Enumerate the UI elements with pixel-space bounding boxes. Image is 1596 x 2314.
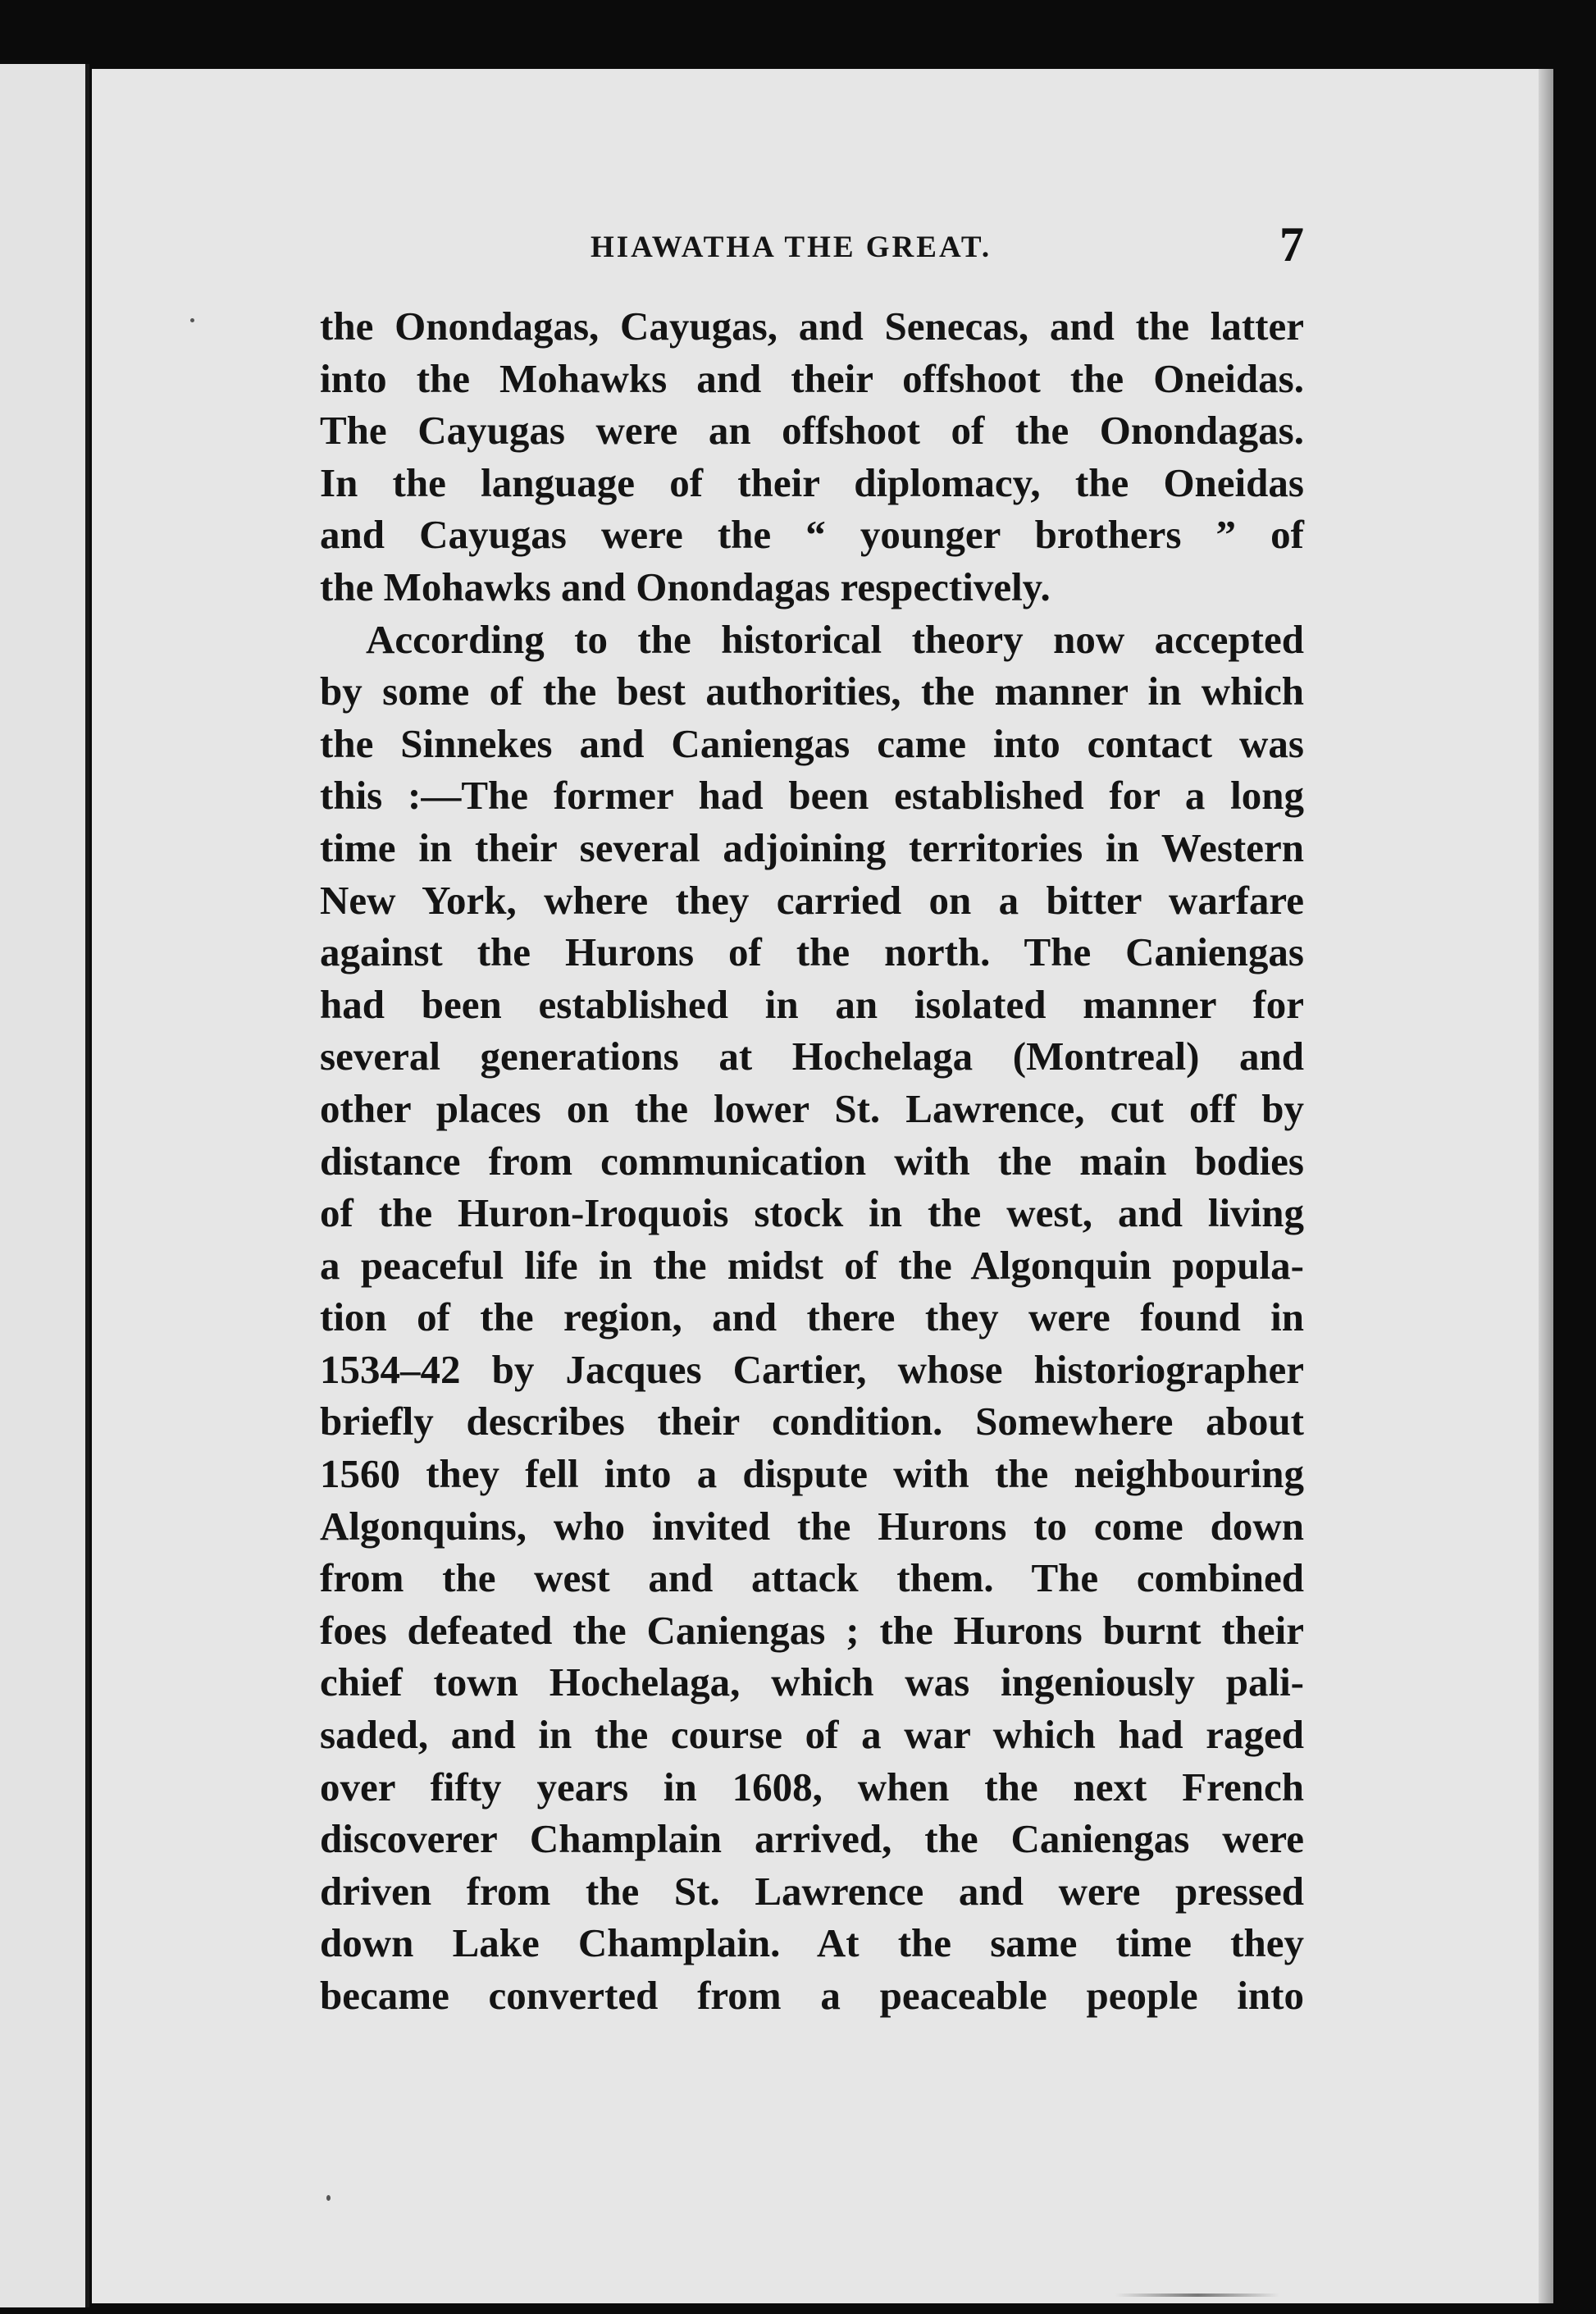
text-line: saded, and in the course of a war which had raged bbox=[320, 1712, 1304, 1758]
text-line: New York, where they carried on a bitter warfare bbox=[320, 877, 1304, 923]
text-line: The Cayugas were an offshoot of the Onondagas. bbox=[320, 408, 1304, 454]
text-line: several generations at Hochelaga (Montreal) and bbox=[320, 1034, 1304, 1079]
text-line: a peaceful life in the midst of the Algonquin popula- bbox=[320, 1242, 1304, 1288]
text-line: Algonquins, who invited the Hurons to come down bbox=[320, 1503, 1304, 1549]
text-line: According to the historical theory now accepted bbox=[366, 616, 1304, 662]
text-line: down Lake Champlain. At the same time they bbox=[320, 1920, 1304, 1966]
text-line: the Mohawks and Onondagas respectively. bbox=[320, 564, 1051, 609]
text-line: other places on the lower St. Lawrence, cut off by bbox=[320, 1085, 1304, 1131]
body-text bbox=[320, 300, 1304, 2022]
text-line: tion of the region, and there they were found in bbox=[320, 1294, 1304, 1340]
paper-speck bbox=[190, 318, 194, 322]
text-line: against the Hurons of the north. The Caniengas bbox=[320, 929, 1304, 975]
text-line: discoverer Champlain arrived, the Caniengas were bbox=[320, 1816, 1304, 1862]
facing-page-edge bbox=[0, 64, 89, 2307]
text-line: of the Huron-Iroquois stock in the west, and living bbox=[320, 1190, 1304, 1236]
text-line: driven from the St. Lawrence and were pressed bbox=[320, 1868, 1304, 1914]
text-line: time in their several adjoining territories in Western bbox=[320, 824, 1304, 870]
text-line: into the Mohawks and their offshoot the Oneidas. bbox=[320, 355, 1304, 401]
page-edge-shadow bbox=[1539, 69, 1553, 2303]
running-head: HIAWATHA THE GREAT. bbox=[591, 230, 992, 264]
text-line: had been established in an isolated manner for bbox=[320, 981, 1304, 1027]
text-line: by some of the best authorities, the manner in which bbox=[320, 669, 1304, 714]
text-line: chief town Hochelaga, which was ingeniously pali- bbox=[320, 1659, 1304, 1705]
page-number: 7 bbox=[1279, 217, 1304, 272]
text-line: distance from communication with the main bodies bbox=[320, 1138, 1304, 1184]
text-line: 1560 they fell into a dispute with the neighbouring bbox=[320, 1451, 1304, 1497]
text-line: foes defeated the Caniengas ; the Hurons burnt their bbox=[320, 1607, 1304, 1653]
scan-smudge bbox=[1115, 2293, 1279, 2297]
text-line: over fifty years in 1608, when the next French bbox=[320, 1764, 1304, 1810]
text-line: from the west and attack them. The combined bbox=[320, 1555, 1304, 1601]
text-line: the Sinnekes and Caniengas came into contact was bbox=[320, 720, 1304, 766]
text-line: the Onondagas, Cayugas, and Senecas, and the latter bbox=[320, 304, 1304, 349]
text-line: briefly describes their condition. Somewhere about bbox=[320, 1399, 1304, 1445]
text-line: and Cayugas were the “ younger brothers ” of bbox=[320, 512, 1304, 558]
text-line: 1534–42 by Jacques Cartier, whose historiographer bbox=[320, 1346, 1304, 1392]
text-line: became converted from a peaceable people into bbox=[320, 1973, 1304, 2018]
paper-speck bbox=[326, 2195, 331, 2201]
text-line: In the language of their diplomacy, the Oneidas bbox=[320, 459, 1304, 505]
text-line: this :—The former had been established for a long bbox=[320, 773, 1304, 819]
page-header bbox=[320, 217, 1304, 274]
